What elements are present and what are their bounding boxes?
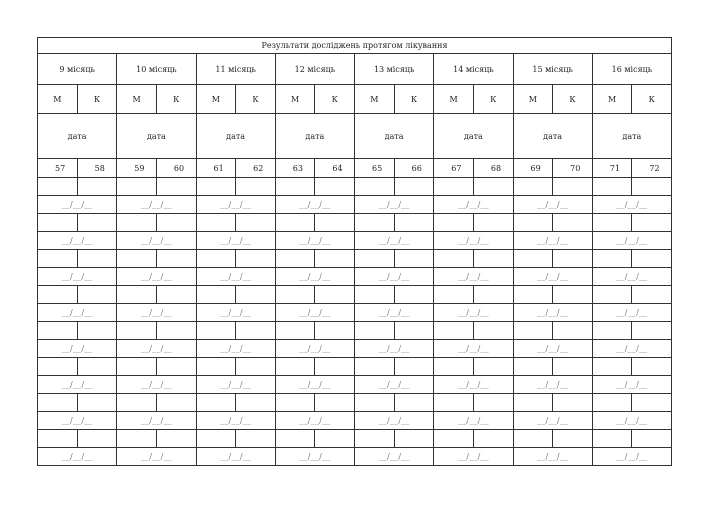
mk-header-row bbox=[38, 85, 672, 114]
entry-value-row bbox=[38, 322, 672, 340]
date-entry-cell[interactable]: __/__/__ bbox=[355, 196, 434, 214]
result-entry-cell[interactable] bbox=[632, 214, 672, 232]
result-entry-cell[interactable] bbox=[473, 430, 513, 448]
date-entry-cell[interactable]: __/__/__ bbox=[355, 376, 434, 394]
result-entry-cell[interactable] bbox=[117, 358, 157, 376]
result-entry-cell[interactable] bbox=[394, 214, 434, 232]
entry-date-row bbox=[38, 412, 672, 430]
result-entry-cell[interactable] bbox=[513, 178, 553, 196]
date-entry-cell[interactable]: __/__/__ bbox=[275, 340, 354, 358]
column-number: 65 bbox=[355, 159, 395, 178]
result-entry-cell[interactable] bbox=[236, 322, 276, 340]
result-entry-cell[interactable] bbox=[196, 322, 236, 340]
result-entry-cell[interactable] bbox=[315, 394, 355, 412]
result-entry-cell[interactable] bbox=[156, 358, 196, 376]
result-entry-cell[interactable] bbox=[236, 394, 276, 412]
date-entry-cell[interactable]: __/__/__ bbox=[38, 412, 117, 430]
result-entry-cell[interactable] bbox=[38, 394, 78, 412]
result-entry-cell[interactable] bbox=[38, 178, 78, 196]
k-header: К bbox=[553, 85, 593, 114]
date-entry-cell[interactable]: __/__/__ bbox=[513, 268, 592, 286]
result-entry-cell[interactable] bbox=[315, 430, 355, 448]
date-entry-cell[interactable]: __/__/__ bbox=[513, 376, 592, 394]
result-entry-cell[interactable] bbox=[434, 178, 474, 196]
date-entry-cell[interactable]: __/__/__ bbox=[355, 304, 434, 322]
result-entry-cell[interactable] bbox=[236, 286, 276, 304]
result-entry-cell[interactable] bbox=[315, 178, 355, 196]
m-header: М bbox=[513, 85, 553, 114]
result-entry-cell[interactable] bbox=[38, 430, 78, 448]
result-entry-cell[interactable] bbox=[394, 286, 434, 304]
column-number: 69 bbox=[513, 159, 553, 178]
column-number: 61 bbox=[196, 159, 236, 178]
date-label: дата bbox=[592, 114, 671, 159]
result-entry-cell[interactable] bbox=[473, 178, 513, 196]
result-entry-cell[interactable] bbox=[513, 250, 553, 268]
result-entry-cell[interactable] bbox=[592, 430, 632, 448]
date-entry-cell[interactable]: __/__/__ bbox=[117, 448, 196, 466]
entry-date-row bbox=[38, 448, 672, 466]
date-entry-cell[interactable]: __/__/__ bbox=[38, 376, 117, 394]
result-entry-cell[interactable] bbox=[236, 358, 276, 376]
result-entry-cell[interactable] bbox=[196, 214, 236, 232]
date-entry-cell[interactable]: __/__/__ bbox=[275, 196, 354, 214]
result-entry-cell[interactable] bbox=[473, 250, 513, 268]
result-entry-cell[interactable] bbox=[77, 178, 117, 196]
date-entry-cell[interactable]: __/__/__ bbox=[434, 232, 513, 250]
result-entry-cell[interactable] bbox=[592, 214, 632, 232]
entry-value-row bbox=[38, 430, 672, 448]
date-entry-cell[interactable]: __/__/__ bbox=[513, 448, 592, 466]
m-header: М bbox=[592, 85, 632, 114]
result-entry-cell[interactable] bbox=[355, 250, 395, 268]
result-entry-cell[interactable] bbox=[117, 430, 157, 448]
date-entry-cell[interactable]: __/__/__ bbox=[355, 268, 434, 286]
date-entry-cell[interactable]: __/__/__ bbox=[117, 196, 196, 214]
result-entry-cell[interactable] bbox=[632, 178, 672, 196]
result-entry-cell[interactable] bbox=[513, 286, 553, 304]
column-number: 63 bbox=[275, 159, 315, 178]
date-entry-cell[interactable]: __/__/__ bbox=[117, 340, 196, 358]
result-entry-cell[interactable] bbox=[553, 358, 593, 376]
month-header: 11 місяць bbox=[196, 54, 275, 85]
date-entry-cell[interactable]: __/__/__ bbox=[592, 412, 671, 430]
result-entry-cell[interactable] bbox=[394, 394, 434, 412]
result-entry-cell[interactable] bbox=[434, 286, 474, 304]
result-entry-cell[interactable] bbox=[156, 214, 196, 232]
m-header: М bbox=[275, 85, 315, 114]
result-entry-cell[interactable] bbox=[553, 322, 593, 340]
result-entry-cell[interactable] bbox=[473, 358, 513, 376]
result-entry-cell[interactable] bbox=[394, 178, 434, 196]
date-entry-cell[interactable]: __/__/__ bbox=[592, 196, 671, 214]
column-number: 68 bbox=[473, 159, 513, 178]
table-body bbox=[38, 38, 672, 466]
date-entry-cell[interactable]: __/__/__ bbox=[434, 268, 513, 286]
result-entry-cell[interactable] bbox=[513, 430, 553, 448]
date-entry-cell[interactable]: __/__/__ bbox=[592, 340, 671, 358]
date-entry-cell[interactable]: __/__/__ bbox=[117, 268, 196, 286]
result-entry-cell[interactable] bbox=[77, 214, 117, 232]
result-entry-cell[interactable] bbox=[592, 394, 632, 412]
date-entry-cell[interactable]: __/__/__ bbox=[38, 304, 117, 322]
result-entry-cell[interactable] bbox=[236, 178, 276, 196]
number-row bbox=[38, 159, 672, 178]
date-entry-cell[interactable]: __/__/__ bbox=[38, 340, 117, 358]
result-entry-cell[interactable] bbox=[434, 250, 474, 268]
k-header: К bbox=[77, 85, 117, 114]
entry-date-row bbox=[38, 376, 672, 394]
date-entry-cell[interactable]: __/__/__ bbox=[117, 412, 196, 430]
k-header: К bbox=[473, 85, 513, 114]
result-entry-cell[interactable] bbox=[275, 214, 315, 232]
column-number: 71 bbox=[592, 159, 632, 178]
result-entry-cell[interactable] bbox=[473, 286, 513, 304]
result-entry-cell[interactable] bbox=[592, 286, 632, 304]
result-entry-cell[interactable] bbox=[632, 394, 672, 412]
date-entry-cell[interactable]: __/__/__ bbox=[592, 268, 671, 286]
result-entry-cell[interactable] bbox=[196, 430, 236, 448]
result-entry-cell[interactable] bbox=[592, 322, 632, 340]
date-entry-cell[interactable]: __/__/__ bbox=[38, 232, 117, 250]
result-entry-cell[interactable] bbox=[196, 178, 236, 196]
date-entry-cell[interactable]: __/__/__ bbox=[196, 232, 275, 250]
m-header: М bbox=[434, 85, 474, 114]
entry-value-row bbox=[38, 394, 672, 412]
result-entry-cell[interactable] bbox=[275, 322, 315, 340]
date-entry-cell[interactable]: __/__/__ bbox=[592, 448, 671, 466]
column-number: 58 bbox=[77, 159, 117, 178]
result-entry-cell[interactable] bbox=[38, 358, 78, 376]
result-entry-cell[interactable] bbox=[632, 358, 672, 376]
entry-value-row bbox=[38, 286, 672, 304]
date-entry-cell[interactable]: __/__/__ bbox=[513, 340, 592, 358]
date-label: дата bbox=[38, 114, 117, 159]
result-entry-cell[interactable] bbox=[77, 250, 117, 268]
date-entry-cell[interactable]: __/__/__ bbox=[275, 376, 354, 394]
date-entry-cell[interactable]: __/__/__ bbox=[592, 376, 671, 394]
entry-date-row bbox=[38, 340, 672, 358]
month-header: 14 місяць bbox=[434, 54, 513, 85]
month-header: 15 місяць bbox=[513, 54, 592, 85]
result-entry-cell[interactable] bbox=[117, 394, 157, 412]
table-title: Результати досліджень протягом лікування bbox=[38, 38, 672, 54]
date-label: дата bbox=[513, 114, 592, 159]
column-number: 70 bbox=[553, 159, 593, 178]
entry-date-row bbox=[38, 268, 672, 286]
result-entry-cell[interactable] bbox=[236, 250, 276, 268]
result-entry-cell[interactable] bbox=[236, 214, 276, 232]
column-number: 72 bbox=[632, 159, 672, 178]
result-entry-cell[interactable] bbox=[315, 250, 355, 268]
column-number: 66 bbox=[394, 159, 434, 178]
title-row bbox=[38, 38, 672, 54]
result-entry-cell[interactable] bbox=[592, 358, 632, 376]
date-label-row bbox=[38, 114, 672, 159]
result-entry-cell[interactable] bbox=[117, 250, 157, 268]
result-entry-cell[interactable] bbox=[196, 250, 236, 268]
date-entry-cell[interactable]: __/__/__ bbox=[275, 232, 354, 250]
result-entry-cell[interactable] bbox=[513, 358, 553, 376]
result-entry-cell[interactable] bbox=[275, 358, 315, 376]
result-entry-cell[interactable] bbox=[434, 214, 474, 232]
result-entry-cell[interactable] bbox=[156, 430, 196, 448]
result-entry-cell[interactable] bbox=[275, 250, 315, 268]
m-header: М bbox=[117, 85, 157, 114]
date-entry-cell[interactable]: __/__/__ bbox=[196, 448, 275, 466]
date-entry-cell[interactable]: __/__/__ bbox=[592, 304, 671, 322]
result-entry-cell[interactable] bbox=[473, 394, 513, 412]
result-entry-cell[interactable] bbox=[355, 286, 395, 304]
month-header: 9 місяць bbox=[38, 54, 117, 85]
date-entry-cell[interactable]: __/__/__ bbox=[355, 412, 434, 430]
date-entry-cell[interactable]: __/__/__ bbox=[117, 376, 196, 394]
entry-value-row bbox=[38, 178, 672, 196]
date-entry-cell[interactable]: __/__/__ bbox=[434, 340, 513, 358]
result-entry-cell[interactable] bbox=[553, 286, 593, 304]
date-entry-cell[interactable]: __/__/__ bbox=[275, 268, 354, 286]
result-entry-cell[interactable] bbox=[394, 358, 434, 376]
result-entry-cell[interactable] bbox=[434, 358, 474, 376]
treatment-results-table bbox=[37, 37, 672, 466]
column-number: 67 bbox=[434, 159, 474, 178]
result-entry-cell[interactable] bbox=[156, 178, 196, 196]
date-entry-cell[interactable]: __/__/__ bbox=[117, 304, 196, 322]
column-number: 60 bbox=[156, 159, 196, 178]
month-header: 10 місяць bbox=[117, 54, 196, 85]
date-entry-cell[interactable]: __/__/__ bbox=[434, 196, 513, 214]
entry-value-row bbox=[38, 250, 672, 268]
date-entry-cell[interactable]: __/__/__ bbox=[196, 376, 275, 394]
result-entry-cell[interactable] bbox=[394, 322, 434, 340]
month-header-row bbox=[38, 54, 672, 85]
date-entry-cell[interactable]: __/__/__ bbox=[275, 448, 354, 466]
result-entry-cell[interactable] bbox=[77, 394, 117, 412]
entry-date-row bbox=[38, 304, 672, 322]
date-entry-cell[interactable]: __/__/__ bbox=[275, 304, 354, 322]
date-label: дата bbox=[117, 114, 196, 159]
date-entry-cell[interactable]: __/__/__ bbox=[434, 448, 513, 466]
k-header: К bbox=[394, 85, 434, 114]
entry-value-row bbox=[38, 358, 672, 376]
date-label: дата bbox=[196, 114, 275, 159]
result-entry-cell[interactable] bbox=[38, 286, 78, 304]
month-header: 13 місяць bbox=[355, 54, 434, 85]
entry-value-row bbox=[38, 214, 672, 232]
date-label: дата bbox=[355, 114, 434, 159]
result-entry-cell[interactable] bbox=[315, 322, 355, 340]
result-entry-cell[interactable] bbox=[355, 358, 395, 376]
date-entry-cell[interactable]: __/__/__ bbox=[196, 340, 275, 358]
result-entry-cell[interactable] bbox=[156, 322, 196, 340]
result-entry-cell[interactable] bbox=[553, 214, 593, 232]
result-entry-cell[interactable] bbox=[355, 394, 395, 412]
date-entry-cell[interactable]: __/__/__ bbox=[196, 268, 275, 286]
date-entry-cell[interactable]: __/__/__ bbox=[196, 304, 275, 322]
date-label: дата bbox=[275, 114, 354, 159]
date-entry-cell[interactable]: __/__/__ bbox=[196, 196, 275, 214]
result-entry-cell[interactable] bbox=[355, 178, 395, 196]
date-entry-cell[interactable]: __/__/__ bbox=[38, 268, 117, 286]
result-entry-cell[interactable] bbox=[236, 430, 276, 448]
result-entry-cell[interactable] bbox=[315, 214, 355, 232]
result-entry-cell[interactable] bbox=[553, 178, 593, 196]
date-entry-cell[interactable]: __/__/__ bbox=[434, 376, 513, 394]
k-header: К bbox=[632, 85, 672, 114]
result-entry-cell[interactable] bbox=[77, 430, 117, 448]
result-entry-cell[interactable] bbox=[473, 322, 513, 340]
result-entry-cell[interactable] bbox=[553, 394, 593, 412]
date-entry-cell[interactable]: __/__/__ bbox=[513, 412, 592, 430]
result-entry-cell[interactable] bbox=[315, 286, 355, 304]
result-entry-cell[interactable] bbox=[553, 250, 593, 268]
result-entry-cell[interactable] bbox=[513, 214, 553, 232]
result-entry-cell[interactable] bbox=[434, 394, 474, 412]
result-entry-cell[interactable] bbox=[275, 286, 315, 304]
date-entry-cell[interactable]: __/__/__ bbox=[38, 196, 117, 214]
result-entry-cell[interactable] bbox=[275, 430, 315, 448]
column-number: 59 bbox=[117, 159, 157, 178]
result-entry-cell[interactable] bbox=[434, 430, 474, 448]
result-entry-cell[interactable] bbox=[632, 322, 672, 340]
date-entry-cell[interactable]: __/__/__ bbox=[355, 448, 434, 466]
result-entry-cell[interactable] bbox=[196, 358, 236, 376]
result-entry-cell[interactable] bbox=[117, 286, 157, 304]
date-entry-cell[interactable]: __/__/__ bbox=[513, 304, 592, 322]
result-entry-cell[interactable] bbox=[275, 178, 315, 196]
result-entry-cell[interactable] bbox=[117, 178, 157, 196]
result-entry-cell[interactable] bbox=[38, 250, 78, 268]
result-entry-cell[interactable] bbox=[156, 394, 196, 412]
result-entry-cell[interactable] bbox=[315, 358, 355, 376]
result-entry-cell[interactable] bbox=[38, 214, 78, 232]
result-entry-cell[interactable] bbox=[156, 250, 196, 268]
date-entry-cell[interactable]: __/__/__ bbox=[434, 304, 513, 322]
result-entry-cell[interactable] bbox=[196, 286, 236, 304]
result-entry-cell[interactable] bbox=[632, 430, 672, 448]
result-entry-cell[interactable] bbox=[553, 430, 593, 448]
date-entry-cell[interactable]: __/__/__ bbox=[275, 412, 354, 430]
result-entry-cell[interactable] bbox=[513, 394, 553, 412]
date-entry-cell[interactable]: __/__/__ bbox=[355, 340, 434, 358]
date-entry-cell[interactable]: __/__/__ bbox=[513, 196, 592, 214]
date-entry-cell[interactable]: __/__/__ bbox=[355, 232, 434, 250]
m-header: М bbox=[355, 85, 395, 114]
result-entry-cell[interactable] bbox=[275, 394, 315, 412]
result-entry-cell[interactable] bbox=[117, 322, 157, 340]
result-entry-cell[interactable] bbox=[632, 250, 672, 268]
result-entry-cell[interactable] bbox=[77, 322, 117, 340]
date-entry-cell[interactable]: __/__/__ bbox=[117, 232, 196, 250]
date-label: дата bbox=[434, 114, 513, 159]
column-number: 64 bbox=[315, 159, 355, 178]
result-entry-cell[interactable] bbox=[632, 286, 672, 304]
result-entry-cell[interactable] bbox=[592, 250, 632, 268]
column-number: 62 bbox=[236, 159, 276, 178]
result-entry-cell[interactable] bbox=[592, 178, 632, 196]
result-entry-cell[interactable] bbox=[394, 430, 434, 448]
result-entry-cell[interactable] bbox=[355, 322, 395, 340]
entry-date-row bbox=[38, 196, 672, 214]
month-header: 12 місяць bbox=[275, 54, 354, 85]
column-number: 57 bbox=[38, 159, 78, 178]
result-entry-cell[interactable] bbox=[355, 214, 395, 232]
date-entry-cell[interactable]: __/__/__ bbox=[38, 448, 117, 466]
result-entry-cell[interactable] bbox=[38, 322, 78, 340]
date-entry-cell[interactable]: __/__/__ bbox=[434, 412, 513, 430]
entry-date-row bbox=[38, 232, 672, 250]
result-entry-cell[interactable] bbox=[394, 250, 434, 268]
date-entry-cell[interactable]: __/__/__ bbox=[513, 232, 592, 250]
result-entry-cell[interactable] bbox=[355, 430, 395, 448]
date-entry-cell[interactable]: __/__/__ bbox=[592, 232, 671, 250]
result-entry-cell[interactable] bbox=[77, 358, 117, 376]
result-entry-cell[interactable] bbox=[434, 322, 474, 340]
date-entry-cell[interactable]: __/__/__ bbox=[196, 412, 275, 430]
result-entry-cell[interactable] bbox=[473, 214, 513, 232]
k-header: К bbox=[236, 85, 276, 114]
result-entry-cell[interactable] bbox=[156, 286, 196, 304]
m-header: М bbox=[196, 85, 236, 114]
m-header: М bbox=[38, 85, 78, 114]
result-entry-cell[interactable] bbox=[117, 214, 157, 232]
result-entry-cell[interactable] bbox=[513, 322, 553, 340]
k-header: К bbox=[315, 85, 355, 114]
k-header: К bbox=[156, 85, 196, 114]
result-entry-cell[interactable] bbox=[196, 394, 236, 412]
result-entry-cell[interactable] bbox=[77, 286, 117, 304]
month-header: 16 місяць bbox=[592, 54, 671, 85]
